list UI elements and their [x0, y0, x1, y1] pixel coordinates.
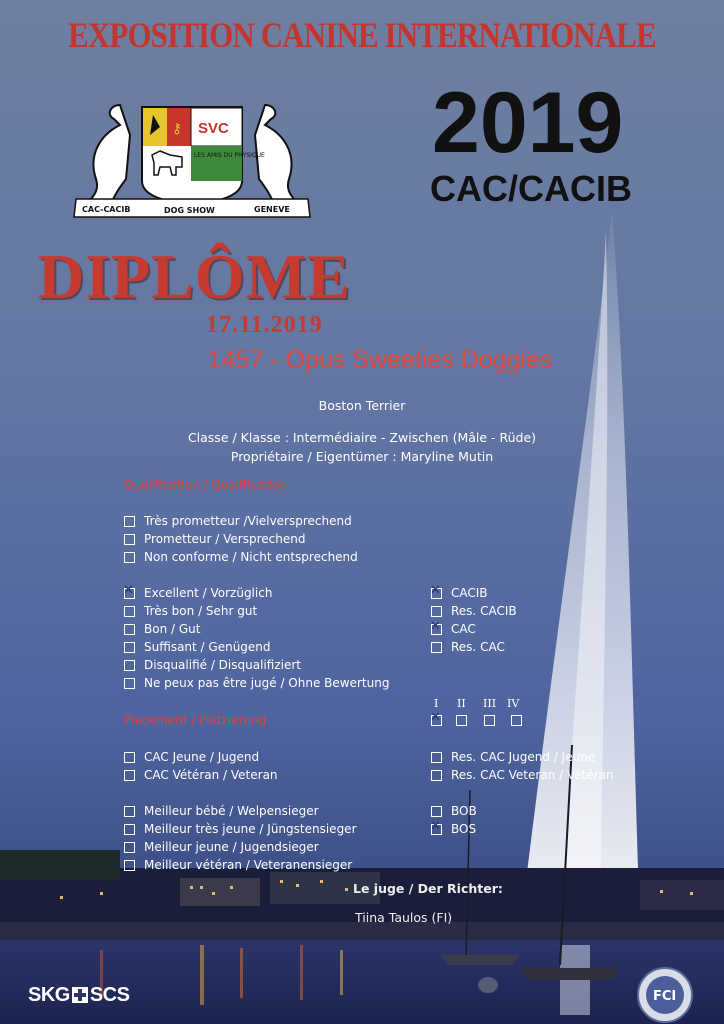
checkbox-label: Res. CACIB	[451, 604, 517, 618]
checkbox-item[interactable]	[124, 802, 357, 820]
placement-left-group-2	[124, 802, 357, 874]
checkbox-checked[interactable]	[431, 588, 442, 599]
checkbox[interactable]	[124, 860, 135, 871]
award-group	[431, 584, 517, 656]
checkbox-label: CAC Jeune / Jugend	[144, 750, 260, 764]
judge-title: Le juge / Der Richter:	[353, 881, 503, 896]
placement-section-title: Placement / Platzierung	[124, 713, 267, 727]
rank-checkbox-2[interactable]	[456, 715, 467, 726]
checkbox-item[interactable]	[124, 548, 358, 566]
checkbox-label: Disqualifié / Disqualifiziert	[144, 658, 301, 672]
diploma-title: DIPLÔME	[38, 241, 351, 312]
shield-motto: LES AMIS DU PHYSIQUE	[194, 152, 265, 159]
ribbon-mid-text: DOG SHOW	[164, 206, 215, 215]
checkbox-item[interactable]	[124, 766, 278, 784]
exhibition-title: EXPOSITION CANINE INTERNATIONALE	[68, 15, 656, 55]
checkbox-item[interactable]	[431, 584, 517, 602]
svg-text:⚷: ⚷	[172, 121, 183, 137]
checkbox-label: Très bon / Sehr gut	[144, 604, 258, 618]
dog-name: 1457 - Opus Sweeties Doggies	[207, 346, 553, 374]
placement-left-group-1	[124, 748, 278, 784]
checkbox-label: Res. CAC Jugend / Jeune	[451, 750, 596, 764]
checkbox[interactable]	[124, 606, 135, 617]
rank-checkbox-1[interactable]	[431, 715, 442, 726]
checkbox-item[interactable]	[124, 620, 389, 638]
checkbox[interactable]	[124, 516, 135, 527]
breed: Boston Terrier	[318, 398, 406, 413]
checkbox-item[interactable]	[124, 512, 358, 530]
checkbox-checked[interactable]	[124, 588, 135, 599]
qualification-group-2	[124, 584, 389, 692]
checkbox[interactable]	[124, 552, 135, 563]
club-crest-logo	[70, 95, 315, 225]
checkbox[interactable]	[124, 642, 135, 653]
checkbox-label: Meilleur vétéran / Veteranensieger	[144, 858, 353, 872]
ribbon-left-text: CAC-CACIB	[82, 205, 131, 214]
checkbox-item[interactable]	[124, 674, 389, 692]
placement-right-group-1	[431, 748, 614, 784]
rank-label-2: II	[457, 697, 466, 710]
checkbox-label: Prometteur / Versprechend	[144, 532, 306, 546]
checkbox-label: Ne peux pas être jugé / Ohne Bewertung	[144, 676, 390, 690]
checkbox-item[interactable]	[124, 748, 278, 766]
checkbox[interactable]	[431, 752, 442, 763]
checkbox[interactable]	[124, 678, 135, 689]
qualification-section-title: Qualification / Qualifikation	[124, 478, 287, 492]
checkbox-item[interactable]	[431, 802, 477, 820]
checkbox-item[interactable]	[431, 620, 517, 638]
checkbox-checked[interactable]	[431, 824, 442, 835]
checkbox-item[interactable]	[124, 838, 357, 856]
checkbox[interactable]	[124, 624, 135, 635]
checkbox-label: CACIB	[451, 586, 488, 600]
checkbox[interactable]	[431, 642, 442, 653]
club-acronym: SVC	[198, 120, 229, 137]
checkbox[interactable]	[124, 842, 135, 853]
checkbox-item[interactable]	[124, 638, 389, 656]
checkbox-label: CAC Vétéran / Veteran	[144, 768, 278, 782]
checkbox-checked[interactable]	[431, 624, 442, 635]
skg-text: SKG	[28, 984, 70, 1006]
placement-right-group-2	[431, 802, 477, 838]
checkbox[interactable]	[124, 534, 135, 545]
checkbox[interactable]	[124, 806, 135, 817]
checkbox-item[interactable]	[431, 602, 517, 620]
checkbox-label: Bon / Gut	[144, 622, 201, 636]
checkbox-item[interactable]	[124, 530, 358, 548]
checkbox[interactable]	[124, 770, 135, 781]
checkbox-item[interactable]	[431, 638, 517, 656]
checkbox-label: BOB	[451, 804, 477, 818]
checkbox[interactable]	[124, 660, 135, 671]
owner-line: Propriétaire / Eigentümer : Maryline Mutin	[230, 449, 494, 464]
checkbox-label: Res. CAC	[451, 640, 505, 654]
checkbox-item[interactable]	[431, 820, 477, 838]
checkbox-label: Res. CAC Veteran / Vétéran	[451, 768, 614, 782]
checkbox-item[interactable]	[124, 584, 389, 602]
rank-checkbox-4[interactable]	[511, 715, 522, 726]
checkbox-label: CAC	[451, 622, 476, 636]
swiss-cross-icon	[72, 987, 88, 1003]
checkbox-label: Meilleur jeune / Jugendsieger	[144, 840, 319, 854]
checkbox-label: BOS	[451, 822, 477, 836]
checkbox[interactable]	[124, 752, 135, 763]
checkbox-label: Suffisant / Genügend	[144, 640, 271, 654]
checkbox[interactable]	[431, 606, 442, 617]
checkbox-item[interactable]	[124, 656, 389, 674]
checkbox-item[interactable]	[124, 856, 357, 874]
checkbox-label: Excellent / Vorzüglich	[144, 586, 273, 600]
fci-seal-icon	[636, 966, 694, 1024]
qualification-group-1	[124, 512, 358, 566]
ribbon-right-text: GENEVE	[254, 205, 290, 214]
checkbox[interactable]	[431, 770, 442, 781]
checkbox-item[interactable]	[124, 602, 389, 620]
rank-checkbox-3[interactable]	[484, 715, 495, 726]
skg-scs-logo	[28, 984, 129, 1007]
checkbox-label: Meilleur bébé / Welpensieger	[144, 804, 319, 818]
judge-name: Tiina Taulos (FI)	[355, 910, 453, 925]
year-title: 2019	[432, 75, 624, 171]
fci-seal-text: FCI	[653, 989, 677, 1004]
class-line: Classe / Klasse : Intermédiaire - Zwischen (Mâle - Rüde)	[187, 430, 537, 445]
checkbox-label: Non conforme / Nicht entsprechend	[144, 550, 358, 564]
rank-label-3: III	[483, 697, 497, 710]
checkbox-item[interactable]	[431, 748, 614, 766]
checkbox[interactable]	[431, 806, 442, 817]
checkbox-item[interactable]	[124, 820, 357, 838]
checkbox-label: Très prometteur /Vielversprechend	[144, 514, 352, 528]
show-date: 17.11.2019	[206, 312, 323, 338]
checkbox[interactable]	[124, 824, 135, 835]
rank-label-4: IV	[507, 697, 520, 710]
checkbox-item[interactable]	[431, 766, 614, 784]
checkbox-label: Meilleur très jeune / Jüngstensieger	[144, 822, 357, 836]
cac-cacib-title: CAC/CACIB	[430, 168, 632, 209]
rank-label-1: I	[434, 697, 439, 710]
scs-text: SCS	[89, 984, 130, 1006]
